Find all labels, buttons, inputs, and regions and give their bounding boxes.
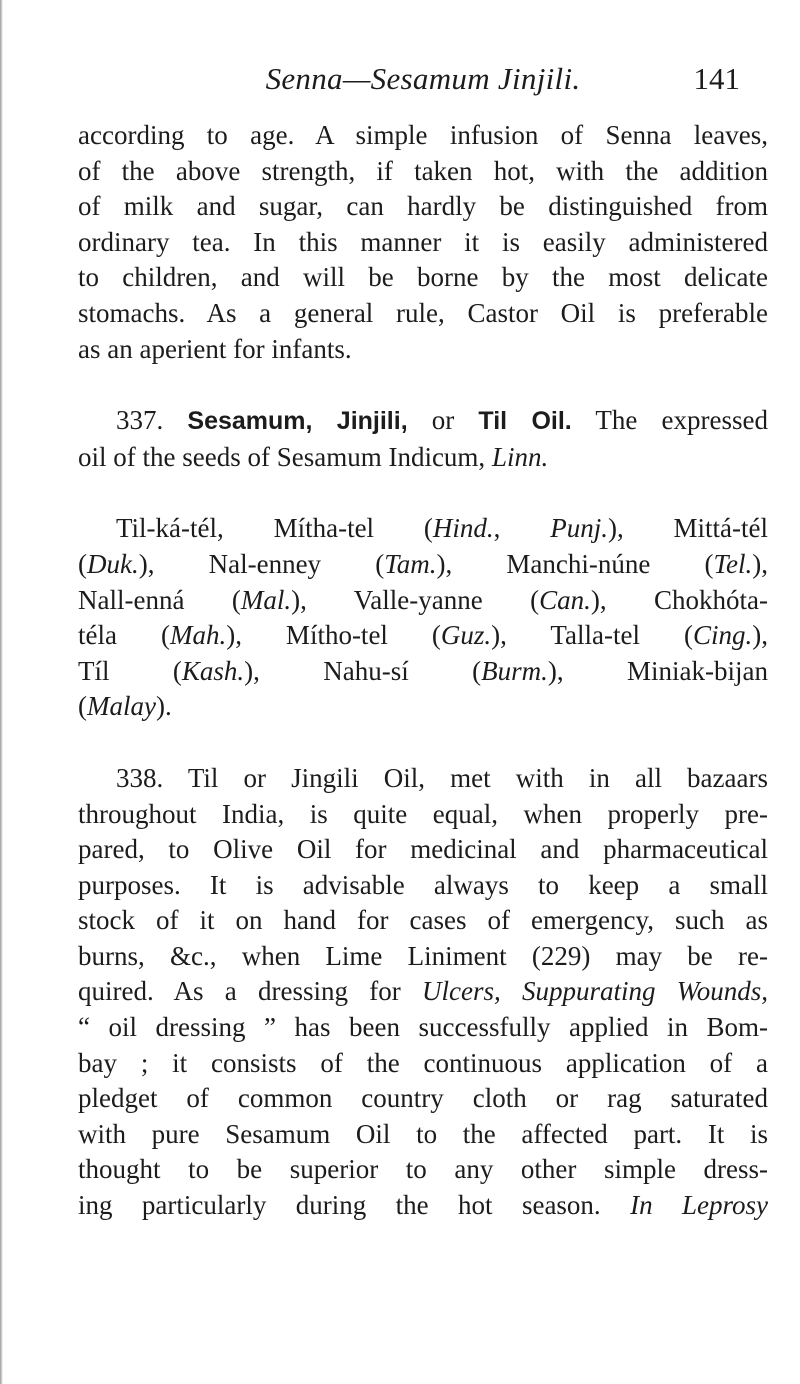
text-line: thought to be superior to any other simple dress- — [78, 1154, 768, 1185]
text-line: bay ; it consists of the continuous application of a — [78, 1047, 768, 1078]
page-body — [78, 118, 768, 1224]
section-337-heading-line: 337. Sesamum, Jinjili, or Til Oil. The expressed — [116, 405, 768, 436]
text-line: purposes. It is advisable always to keep a small — [78, 869, 768, 900]
text-line: throughout India, is quite equal, when properly pre- — [78, 798, 768, 829]
text-line: of the above strength, if taken hot, with the addition — [78, 155, 768, 186]
text-line: of milk and sugar, can hardly be distinguished from — [78, 191, 768, 222]
vernacular-names-line: téla (Mah.), Mítho-tel (Guz.), Talla-tel (Cing.), — [78, 620, 768, 651]
text-line: stock of it on hand for cases of emergency, such as — [78, 905, 768, 936]
vernacular-names-line: Til-ká-tél, Mítha-tel (Hind., Punj.), Mittá-tél — [116, 513, 768, 544]
vernacular-names-line: (Malay). — [78, 691, 172, 722]
page-number: 141 — [693, 61, 740, 96]
vernacular-names-line: (Duk.), Nal-enney (Tam.), Manchi-núne (Tel.), — [78, 548, 768, 579]
vernacular-names-line: Nall-enná (Mal.), Valle-yanne (Can.), Chokhóta- — [78, 584, 768, 615]
text-line: ordinary tea. In this manner it is easily administered — [78, 226, 768, 257]
text-line: burns, &c., when Lime Liniment (229) may be re- — [78, 940, 768, 971]
text-line: oil of the seeds of Sesamum Indicum, Linn. — [78, 441, 549, 472]
section-number: 337. — [116, 405, 164, 436]
text-line: stomachs. As a general rule, Castor Oil is preferable — [78, 297, 768, 328]
section-heading-alt: Til Oil. — [478, 407, 572, 436]
page-header — [78, 54, 768, 104]
text-line: according to age. A simple infusion of Senna leaves, — [78, 120, 768, 150]
page-edge-shadow — [0, 0, 3, 1384]
text-line: pared, to Olive Oil for medicinal and pharmaceutical — [78, 834, 768, 865]
text-line: pledget of common country cloth or rag saturated — [78, 1083, 768, 1114]
vernacular-names-line: Tíl (Kash.), Nahu-sí (Burm.), Miniak-bijan — [78, 655, 768, 686]
section-338-first-line: 338. Til or Jingili Oil, met with in all bazaars — [116, 762, 768, 793]
text-line: as an aperient for infants. — [78, 333, 352, 364]
running-title: Senna—Sesamum Jinjili. — [265, 61, 581, 96]
text-line: with pure Sesamum Oil to the affected part. It is — [78, 1118, 768, 1149]
text-line: “ oil dressing ” has been successfully applied in Bom- — [78, 1012, 768, 1043]
text-line: ing particularly during the hot season. In Leprosy — [78, 1190, 768, 1221]
section-heading: Sesamum, Jinjili, — [187, 407, 408, 436]
text-line: quired. As a dressing for Ulcers, Suppurating Wounds, — [78, 976, 769, 1007]
text-line: to children, and will be borne by the most delicate — [78, 262, 768, 293]
